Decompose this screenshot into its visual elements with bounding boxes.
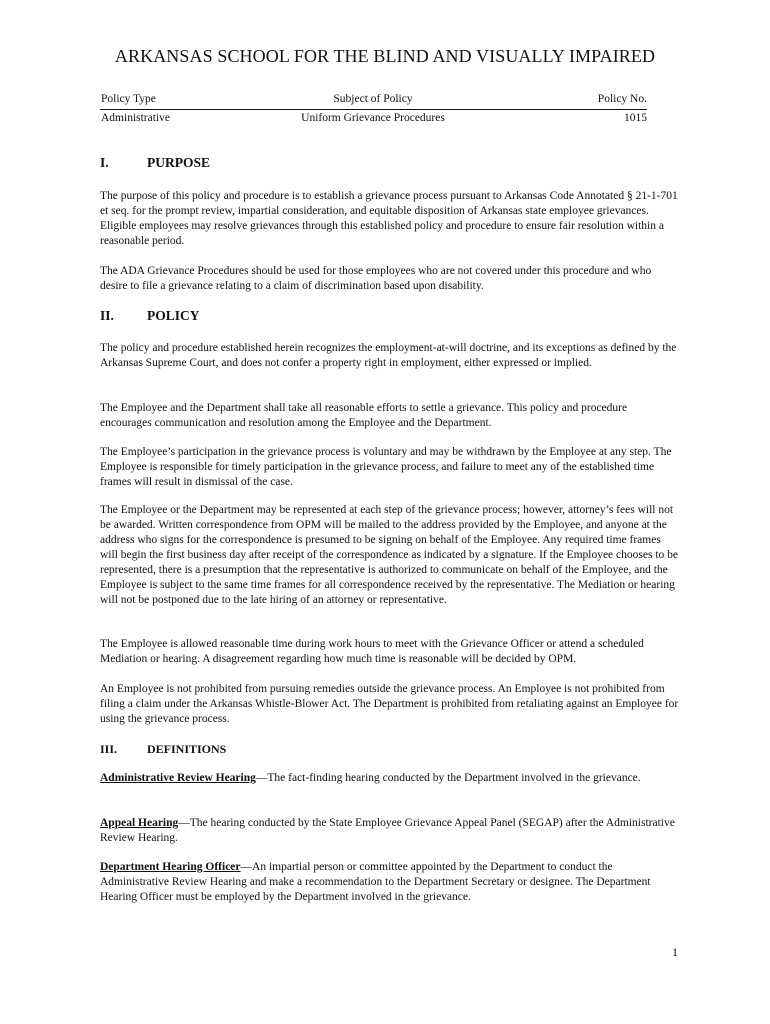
page-number: 1: [672, 945, 678, 959]
policy-meta-table: [100, 93, 647, 128]
policy-paragraph: The policy and procedure established herein recognizes the employment-at-will doctrine, and its exceptions as defined by the Arkansas Supreme Court, and does not confer a property right in employment, either expressed or implied.: [100, 342, 677, 369]
policy-type-label: Policy Type: [101, 93, 156, 105]
section-number: III.: [100, 742, 118, 756]
definition-term: Department Hearing Officer: [100, 861, 241, 873]
section-heading-definitions: [100, 742, 226, 757]
definition-term: Appeal Hearing: [100, 817, 179, 829]
policy-meta-header-row: [100, 93, 647, 110]
policy-number-value: 1015: [624, 112, 647, 124]
policy-paragraph: The Employee and the Department shall take all reasonable efforts to settle a grievance. This policy and procedure encourages communication and resolution among the Employee and the Department.: [100, 402, 628, 429]
definition-item: [100, 860, 680, 905]
definition-text: —An impartial person or committee appointed by the Department to conduct the Administrative Review Hearing and make a recommendation to the Department Secretary or designee. The Department Hearing Officer must be employed by the Department involved in the grievance.: [100, 861, 651, 903]
policy-paragraph: The Employee is allowed reasonable time during work hours to meet with the Grievance Officer or attend a scheduled Mediation or hearing. A disagreement regarding how much time is reasonable will be decided by OPM.: [100, 638, 644, 665]
definition-text: —The fact-finding hearing conducted by the Department involved in the grievance.: [255, 772, 641, 784]
purpose-paragraph: The purpose of this policy and procedure is to establish a grievance process pursuant to Arkansas Code Annotated § 21-1-701 et seq. for the prompt review, impartial consideration, and equitable disposition of Arkansas state employee grievances. Eligible employees may resolve grievances through this established policy and procedure to ensure fair resolution within a reasonable period.: [100, 190, 678, 247]
policy-paragraph: The Employee’s participation in the grievance process is voluntary and may be withdrawn by the Employee at any step. The Employee is responsible for timely participation in the grievance process, and failure to meet any of the established time frames will result in dismissal of the case.: [100, 446, 672, 488]
section-number: I.: [100, 155, 109, 170]
definition-item: [100, 816, 680, 846]
section-title: PURPOSE: [147, 155, 211, 170]
definition-text: —The hearing conducted by the State Employee Grievance Appeal Panel (SEGAP) after the Administrative Review Hearing.: [100, 817, 675, 844]
policy-subject-value: Uniform Grievance Procedures: [301, 112, 445, 124]
policy-type-value: Administrative: [101, 112, 170, 124]
section-title: DEFINITIONS: [147, 742, 227, 756]
policy-number-label: Policy No.: [597, 93, 647, 105]
policy-subject-label: Subject of Policy: [333, 93, 413, 105]
purpose-paragraph: The ADA Grievance Procedures should be used for those employees who are not covered under this procedure and who desire to file a grievance relating to a claim of discrimination based upon disability.: [100, 265, 652, 292]
section-number: II.: [100, 308, 114, 323]
definition-item: [100, 771, 680, 786]
section-heading-policy: [100, 308, 200, 324]
document-title: ARKANSAS SCHOOL FOR THE BLIND AND VISUALLY IMPAIRED: [114, 46, 656, 66]
section-heading-purpose: [100, 155, 210, 171]
policy-paragraph: An Employee is not prohibited from pursuing remedies outside the grievance process. An Employee is not prohibited from filing a claim under the Arkansas Whistle-Blower Act. The Department is prohibited from retaliating against an Employee for using the grievance process.: [100, 683, 679, 725]
section-title: POLICY: [147, 308, 200, 323]
policy-paragraph: The Employee or the Department may be represented at each step of the grievance process; however, attorney’s fees will not be awarded. Written correspondence from OPM will be mailed to the address provided by the Employee, and anyone at the address who signs for the correspondence is presumed to be signing on behalf of the Employee. Any required time frames will begin the first business day after receipt of the correspondence as indicated by a signature. If the Employee chooses to be represented, there is a presumption that the representative is authorized to communicate on behalf of the Employee, and the Employee is subject to the same time frames for all correspondence received by the representative. The Mediation or hearing will not be postponed due to the late hiring of an attorney or representative.: [100, 504, 678, 606]
policy-meta-value-row: [100, 112, 647, 128]
definition-term: Administrative Review Hearing: [100, 772, 256, 784]
